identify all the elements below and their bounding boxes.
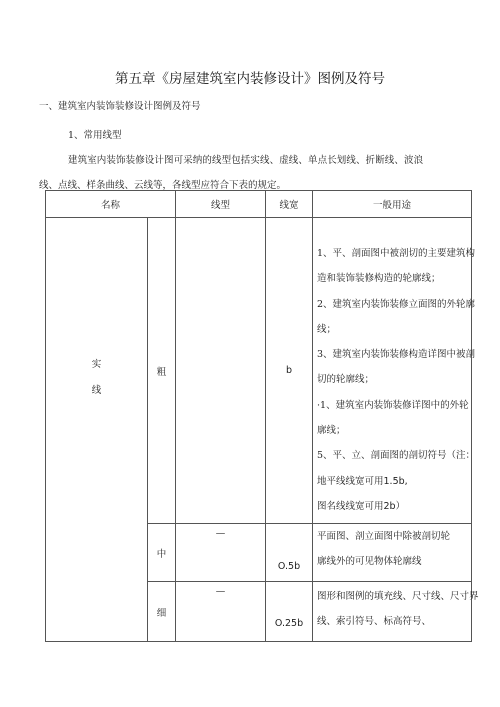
usage-line: 图形和图例的填充线、尺寸线、尺寸界	[317, 591, 479, 602]
usage-line: 廓线；	[317, 425, 346, 437]
chapter-title: 第五章《房屋建筑室内装修设计》图例及符号	[115, 71, 385, 87]
header-usage: 一般用途	[313, 191, 472, 218]
linewidth-cell: b	[266, 218, 313, 524]
usage-line: 切的轮廓线；	[317, 374, 375, 386]
line-type-table	[45, 190, 479, 642]
category-cell	[46, 218, 148, 642]
usage-cell	[313, 218, 476, 524]
usage-line: 1、平、剖面图中被剖切的主要建筑构	[317, 248, 476, 259]
usage-line: ·1、建筑室内装饰装修详图中的外轮	[317, 399, 469, 411]
usage-line: 5、平、立、剖面图的剖切符号（注：	[317, 450, 476, 462]
linetype-cell	[176, 524, 266, 582]
usage-line: 地平线线宽可用1.5b,	[317, 475, 408, 487]
linetype-cell	[176, 582, 266, 642]
usage-line: 图名线线宽可用2b）	[317, 500, 406, 512]
intro-paragraph-line-2: 线、点线、样条曲线、云线等，各线型应符合下表的规定。	[39, 180, 287, 191]
subtype-cell: 中	[148, 524, 176, 582]
usage-line: 线、索引符号、标高符号、	[317, 616, 432, 627]
usage-line: 廓线外的可见物体轮廓线	[317, 556, 422, 567]
linewidth-cell	[266, 524, 313, 582]
intro-paragraph-line-1: 建筑室内装饰装修设计图可采纳的线型包括实线、虚线、单点长划线、折断线、波浪	[68, 155, 424, 166]
linetype-sample: —	[215, 528, 226, 539]
linewidth-value: O.5b	[277, 561, 301, 572]
subtype-cell: 细	[148, 582, 176, 642]
category-label-2: 线	[91, 384, 102, 396]
linetype-sample: —	[215, 586, 226, 597]
linewidth-value: O.25b	[274, 618, 304, 629]
header-linetype: 线型	[176, 191, 266, 218]
usage-line: 造和装饰装修构造的轮廓线；	[317, 273, 441, 285]
usage-line: 2、建筑室内装饰装修立面图的外轮廓	[317, 298, 476, 310]
subsection-heading: 1、常用线型	[68, 130, 122, 141]
usage-cell	[313, 582, 479, 642]
usage-cell	[313, 524, 472, 582]
linetype-cell	[176, 218, 266, 524]
section-heading: 一、建筑室内装饰装修设计图例及符号	[39, 101, 201, 112]
table-row-thick	[46, 218, 472, 524]
header-linewidth: 线宽	[266, 191, 313, 218]
header-name: 名称	[46, 191, 176, 218]
category-label-1: 实	[91, 358, 102, 370]
usage-line: 3、建筑室内装饰装修构造详图中被剖	[317, 349, 476, 361]
table-header-row	[46, 191, 472, 218]
subtype-cell: 粗	[148, 218, 176, 524]
usage-line: 平面图、剖立面图中除被剖切轮	[317, 531, 451, 542]
usage-line: 线；	[317, 323, 337, 335]
linewidth-cell	[266, 582, 313, 642]
